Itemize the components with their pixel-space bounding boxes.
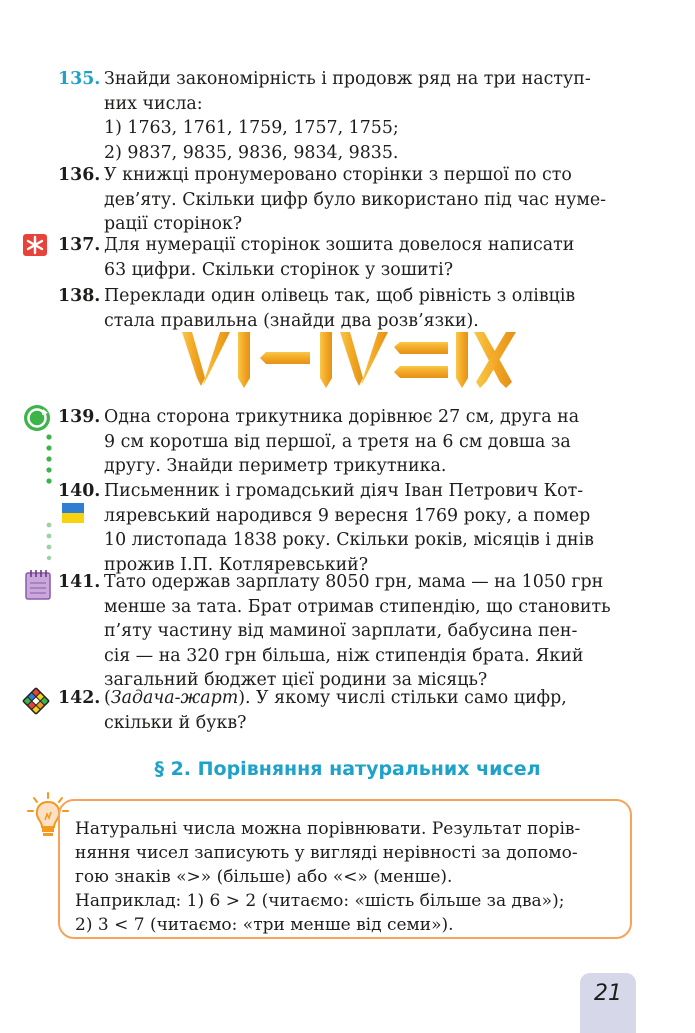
problem-text: сія — на 320 грн більша, ніж стипендія брата. Який	[104, 645, 584, 666]
problem-135	[58, 67, 636, 165]
problem-number: 141.	[58, 572, 101, 592]
rubiks-cube-icon	[20, 685, 52, 721]
pencil-letter-v	[182, 332, 230, 386]
problem-text: стала правильна (знайди два розв’язки).	[104, 310, 479, 331]
problem-number: 136.	[58, 165, 101, 185]
problem-text: ляревський народився 9 вересня 1769 року, а помер	[104, 505, 591, 526]
pencil-equation-image	[170, 330, 520, 394]
problem-text: прожив І.П. Котляревський?	[104, 554, 369, 575]
section-title: § 2. Порівняння натуральних чисел	[154, 758, 541, 780]
rule-text: гою знаків «>» (більше) або «<» (менше).	[75, 867, 453, 887]
problem-number: 140.	[58, 481, 101, 501]
pencil-equals-bottom	[394, 366, 448, 378]
pencil-letter-i	[238, 332, 250, 388]
problem-number: 137.	[58, 235, 101, 255]
problem-141	[58, 570, 636, 693]
problem-text: дев’яту. Скільки цифр було використано під час нуме-	[104, 189, 607, 210]
rule-text: Натуральні числа можна порівнювати. Результат порів-	[75, 819, 581, 839]
rule-text: 2) 3 < 7 (читаємо: «три менше від семи»).	[75, 915, 454, 935]
problem-text: рації сторінок?	[104, 214, 243, 234]
cycle-group-icon	[22, 403, 52, 437]
problem-text: п’яту частину від маминої зарплати, бабусина пен-	[104, 621, 578, 641]
problem-number: 139.	[58, 407, 101, 427]
problem-text: скільки й букв?	[104, 712, 247, 733]
sequence-2: 2) 9837, 9835, 9836, 9834, 9835.	[104, 142, 399, 163]
rule-box	[58, 799, 632, 939]
problem-number: 142.	[58, 688, 101, 708]
sequence-1: 1) 1763, 1761, 1759, 1757, 1755;	[104, 118, 399, 138]
problem-text: Тато одержав зарплату 8050 грн, мама — на 1050 грн	[104, 572, 604, 592]
joke-label: Задача-жарт	[110, 688, 239, 708]
problem-142: 142. (Задача-жарт). У якому числі стільки само цифр, скільки й букв?	[58, 686, 636, 735]
pencil-minus	[260, 352, 310, 364]
pencil-letter-i	[320, 332, 332, 388]
problem-137	[58, 233, 636, 282]
problem-text: Знайди закономірність і продовж ряд на три наступ-	[104, 69, 591, 89]
rule-text: няння чисел записують у вигляді нерівності за допомо-	[75, 843, 578, 863]
problem-text: Для нумерації сторінок зошита довелося написати	[104, 235, 575, 255]
page-number: 21	[594, 981, 622, 1006]
problem-text: У книжці пронумеровано сторінки з першої по сто	[104, 165, 572, 185]
pencil-letter-i	[456, 332, 468, 388]
problem-text: 63 цифри. Скільки сторінок у зошиті?	[104, 259, 454, 280]
pencil-equals-top	[394, 342, 448, 354]
pencil-letter-v	[340, 332, 388, 386]
problem-138	[58, 284, 636, 333]
star-challenge-icon	[22, 233, 48, 261]
page-number-tab	[580, 973, 636, 1033]
problem-text: 9 см коротша від першої, а третя на 6 см довша за	[104, 431, 571, 452]
dotted-connector	[44, 433, 54, 567]
problem-text: Одна сторона трикутника дорівнює 27 см, друга на	[104, 407, 580, 427]
problem-text: Переклади один олівець так, щоб рівність з олівців	[104, 286, 576, 306]
notebook-icon	[24, 570, 52, 604]
problem-text: 10 листопада 1838 року. Скільки років, місяців і днів	[104, 530, 594, 550]
problem-text: Письменник і громадський діяч Іван Петрович Кот-	[104, 481, 584, 501]
problem-136	[58, 163, 636, 237]
problem-text: загальний бюджет цієї родини за місяць?	[104, 670, 488, 690]
problem-number: 138.	[58, 286, 101, 306]
problem-text: них числа:	[104, 93, 203, 114]
rule-text: Наприклад: 1) 6 > 2 (читаємо: «шість більше за два»);	[75, 891, 565, 911]
problem-139	[58, 405, 636, 479]
problem-text: ). У якому числі стільки само цифр,	[238, 688, 567, 708]
problem-number: 135.	[58, 69, 101, 89]
problem-140	[58, 479, 636, 577]
problem-text: другу. Знайди периметр трикутника.	[104, 456, 447, 476]
problem-text: менше за тата. Брат отримав стипендію, що становить	[104, 596, 611, 617]
